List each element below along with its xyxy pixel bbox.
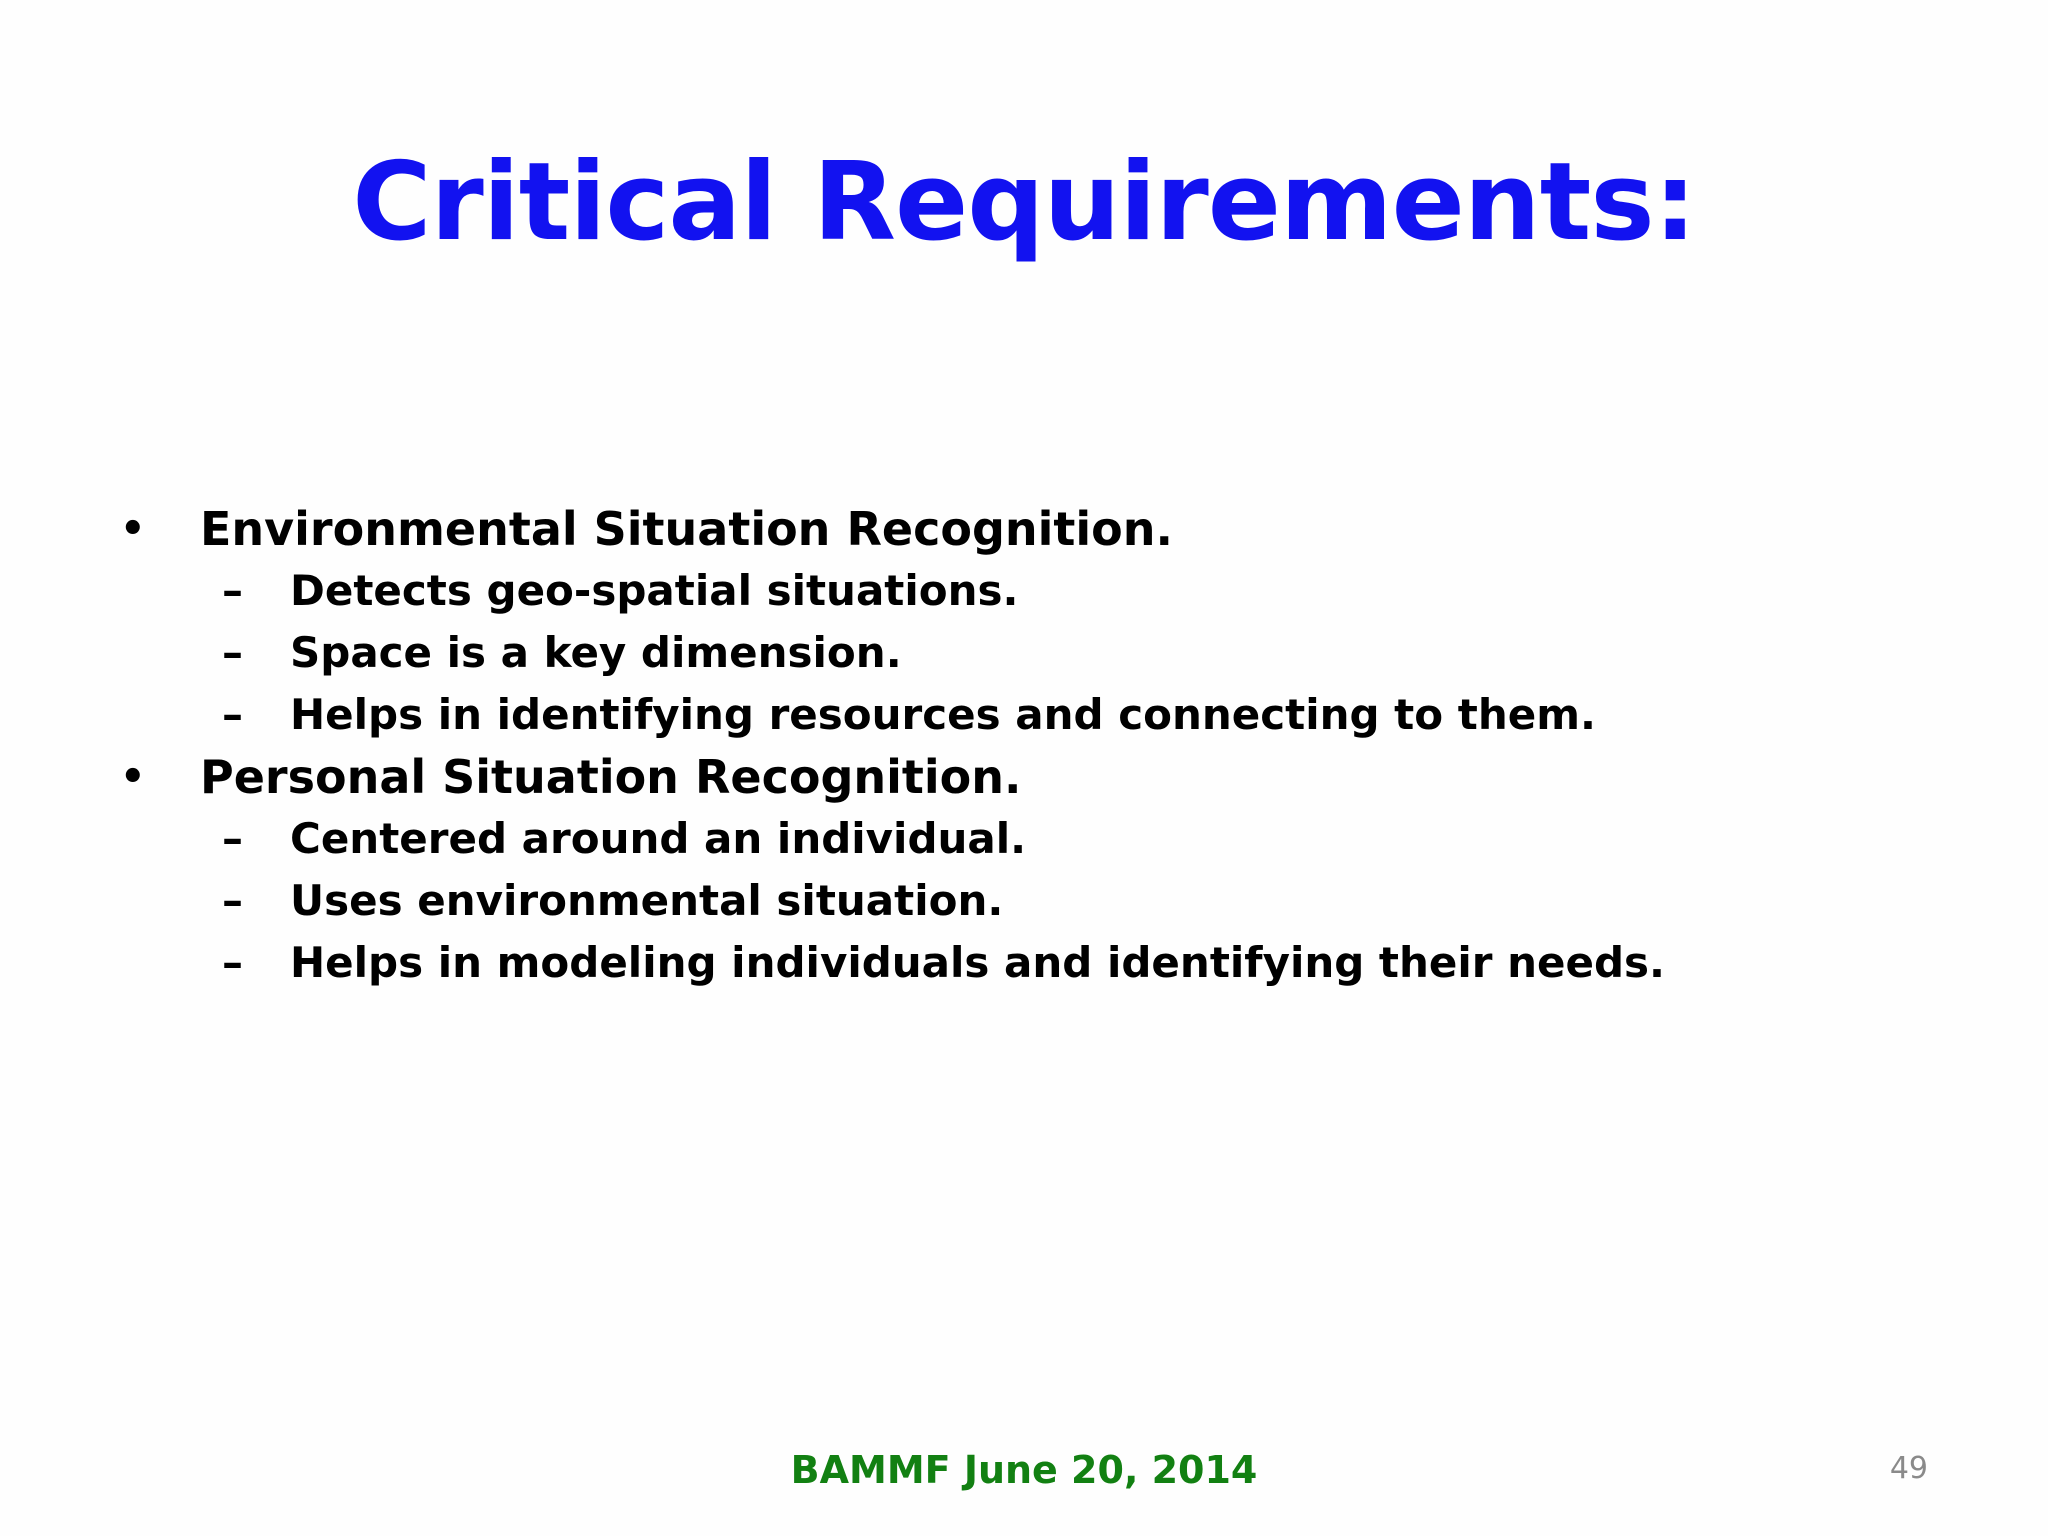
bullet-text: Environmental Situation Recognition.: [200, 502, 1173, 556]
footer-text: BAMMF June 20, 2014: [790, 1448, 1258, 1492]
bullet-item: [120, 498, 1980, 560]
sub-item-text: Helps in identifying resources and connecting to them.: [290, 690, 1596, 739]
sub-item-text: Centered around an individual.: [290, 814, 1027, 863]
slide-title: Critical Requirements:: [352, 140, 1696, 265]
sub-item-text: Helps in modeling individuals and identifying their needs.: [290, 938, 1666, 987]
dash-icon: –: [222, 690, 243, 739]
sub-item: [120, 808, 1980, 870]
dash-icon: –: [222, 814, 243, 863]
sub-item: [120, 870, 1980, 932]
dash-icon: –: [222, 566, 243, 615]
sub-item-text: Detects geo-spatial situations.: [290, 566, 1019, 615]
sub-item: [120, 684, 1980, 746]
bullet-item: [120, 746, 1980, 808]
dash-icon: –: [222, 938, 243, 987]
page-number: 49: [1889, 1451, 1928, 1486]
sub-item: [120, 560, 1980, 622]
bullet-icon: •: [120, 754, 146, 800]
bullet-text: Personal Situation Recognition.: [200, 750, 1022, 804]
dash-icon: –: [222, 876, 243, 925]
sub-item-text: Uses environmental situation.: [290, 876, 1004, 925]
sub-item: [120, 622, 1980, 684]
dash-icon: –: [222, 628, 243, 677]
bullet-icon: •: [120, 506, 146, 552]
sub-item: [120, 932, 1980, 994]
sub-item-text: Space is a key dimension.: [290, 628, 902, 677]
bullet-list: [120, 498, 1980, 994]
